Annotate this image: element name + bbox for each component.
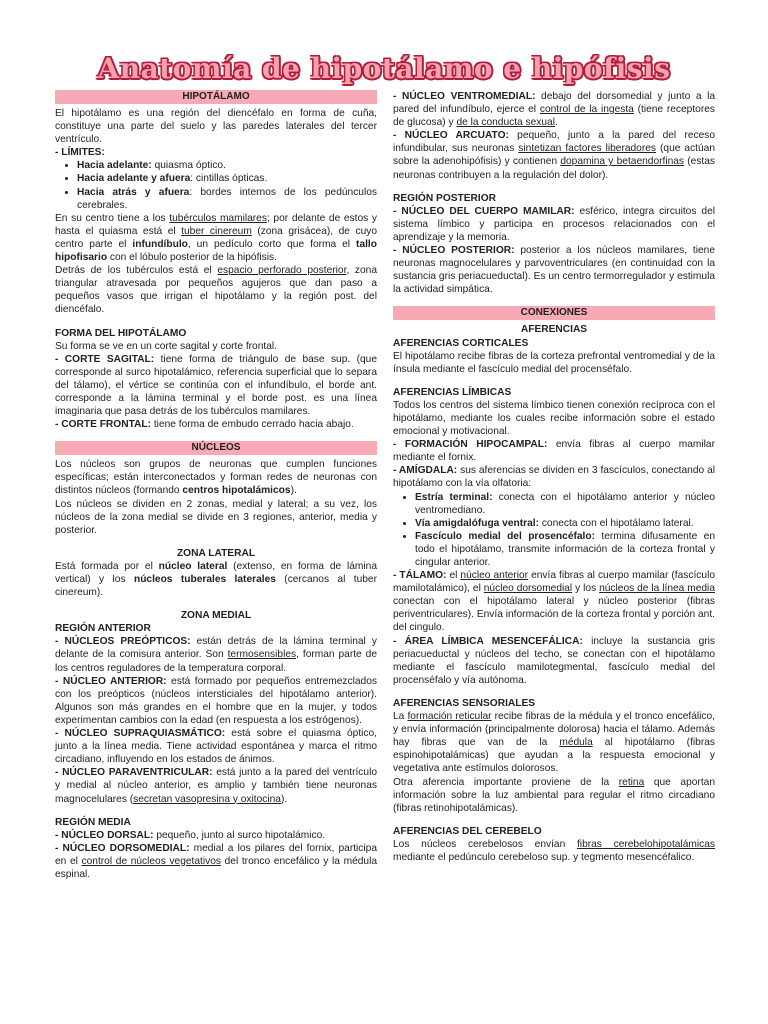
dorsal-paragraph: - NÚCLEO DORSAL: pequeño, junto al surco hipotalámico.	[55, 829, 326, 841]
sensoriales-paragraph-2: Otra aferencia importante proviene de la retina que aportan información sobre la luz ambiental para regular el ritmo circadiano (fibras retinohipotalámicas).	[393, 776, 715, 814]
dorsomedial-paragraph: - NÚCLEO DORSOMEDIAL: medial a los pilares del fornix, participa en el control de núcleos vegetativos del tronco encefálico y la médula espinal.	[55, 842, 377, 880]
heading-aferencias: AFERENCIAS	[520, 324, 588, 336]
amigdala-paragraph: - AMÍGDALA: sus aferencias se dividen en 3 fascículos, conectando al hipotálamo con la vía olfatoria:	[393, 465, 715, 490]
anterior-paragraph: - NÚCLEO ANTERIOR: está formado por pequeños entremezclados con los preópticos (núcleos intersticiales del hipotálamo anterior). Algunos son más grandes en el hombre que en la mujer, y todos experimentan cambios con la edad (en respuesta a los estrógenos).	[55, 675, 377, 726]
heading-zona-lateral: ZONA LATERAL	[176, 547, 256, 559]
lateral-paragraph: Está formada por el núcleo lateral (extenso, en forma de lámina vertical) y los núcleos tuberales laterales (cercanos al tuber cinereum).	[55, 560, 377, 599]
limbicas-paragraph: Todos los centros del sistema límbico tienen conexión recíproca con el hipotálamo, mediante los cuales recibe información sobre el estado emocional y motivacional.	[393, 399, 715, 438]
nucleos-paragraph-1: Los núcleos son grupos de neuronas que cumplen funciones específicas; están interconectados y forman redes de neuronas con distintos núcleos (formando centros hipotalámicos).	[55, 459, 377, 497]
arcuato-paragraph: - NÚCLEO ARCUATO: pequeño, junto a la pared del receso infundibular, sus neuronas sintetizan factores liberadores (que actúan sobre la adenohipófisis) y contienen dopamina y betaendorfinas (estas neuronas contribuyen a la regulación del dolor).	[393, 130, 716, 181]
corticales-paragraph: El hipotálamo recibe fibras de la corteza prefrontal ventromedial y de la ínsula mediante el fascículo medial del procenséfalo.	[393, 350, 715, 375]
cerebelo-paragraph: Los núcleos cerebelosos envían fibras cerebelohipotalámicas mediante el pedúnculo cerebeloso sup. y tegmento mesencéfalico.	[393, 838, 715, 863]
heading-corticales: AFERENCIAS CORTICALES	[393, 337, 529, 349]
detras-paragraph: Detrás de los tubérculos está el espacio perforado posterior, zona triangular atravesada por pequeños agujeros que dan paso a pequeños vasos que irrigan el hipotálamo y la región post. del diencéfalo.	[55, 265, 377, 316]
heading-region-media: REGIÓN MEDIA	[55, 816, 131, 828]
talamo-paragraph: - TÁLAMO: el núcleo anterior envía fibras al cuerpo mamilar (fascículo mamilotalámico), el núcleo dorsomedial y los núcleos de la línea media conectan con el hipotálamo lateral y núcleo posterior (fibras periventriculares). Envía información de la corteza frontal y porción ant. del cingulo.	[393, 570, 716, 634]
hipocampal-paragraph: - FORMACIÓN HIPOCAMPAL: envía fibras al cuerpo mamilar mediante el fornix.	[393, 439, 715, 464]
page-title: Anatomía de hipotálamo e hipófisis	[97, 52, 671, 85]
heading-limbicas: AFERENCIAS LÍMBICAS	[393, 386, 512, 398]
amigdala-list	[393, 491, 715, 570]
limites-label: - LÍMITES:	[55, 147, 105, 159]
list-item: • Estría terminal: conecta con el hipotálamo anterior y núcleo ventromediano.	[415, 491, 715, 517]
heading-region-posterior: REGIÓN POSTERIOR	[393, 192, 497, 204]
sensoriales-paragraph-1: La formación reticular recibe fibras de la médula y el tronco encefálico, y envía información (principalmente dolorosa) hacia el tálamo. Además hay fibras que van de la médula al hipotálamo (fibras espinohipotalámicas) que ayudan a la respuesta emocional y vegetativa ante estímulos dolorosos.	[393, 711, 715, 775]
list-item: • Vía amigdalófuga ventral: conecta con el hipotálamo lateral.	[415, 517, 715, 530]
preopticos-paragraph: - NÚCLEOS PREÓPTICOS: están detrás de la lámina terminal y delante de la comisura anterior. Son termosensibles, forman parte de los centros reguladores de la temperatura corporal.	[55, 636, 377, 674]
list-item: • Hacia atrás y afuera: bordes internos de los pedúnculos cerebrales.	[77, 186, 377, 212]
left-column	[55, 90, 377, 881]
right-column	[393, 90, 715, 864]
section-bar-conexiones: CONEXIONES	[393, 306, 715, 320]
heading-cerebelo: AFERENCIAS DEL CEREBELO	[393, 825, 542, 837]
posterior-paragraph: - NÚCLEO POSTERIOR: posterior a los núcleos mamilares, tiene neuronas magnocelulares y parvoventriculares (en continuidad con la sustancia gris periacueductal). Es un centro termorregulador y estimula la actividad simpática.	[393, 245, 715, 296]
list-item: • Hacia adelante: quiasma óptico.	[77, 159, 377, 172]
heading-sensoriales: AFERENCIAS SENSORIALES	[393, 697, 536, 709]
forma-paragraph: Su forma se ve en un corte sagital y corte frontal.	[55, 340, 277, 352]
section-bar-nucleos: NÚCLEOS	[55, 441, 377, 455]
list-item: • Fascículo medial del prosencéfalo: termina difusamente en todo el hipotálamo, transmite información de la corteza frontal y cingular anterior.	[415, 530, 715, 569]
supraquiasmatico-paragraph: - NÚCLEO SUPRAQUIASMÁTICO: está sobre el quiasma óptico, junto a la línea media. Tiene actividad espontánea y marca el ritmo circadiano, influyendo en los estados de ánimos.	[55, 728, 378, 766]
mamilar-paragraph: - NÚCLEO DEL CUERPO MAMILAR: esférico, integra circuitos del sistema límbico y participa en procesos relacionados con el aprendizaje y la memoria.	[393, 205, 715, 243]
frontal-paragraph: - CORTE FRONTAL: tiene forma de embudo cerrado hacia abajo.	[55, 419, 354, 431]
paraventricular-paragraph: - NÚCLEO PARAVENTRICULAR: está junto a la pared del ventrículo y medial al núcleo anterior, es amplio y también tiene neuronas magnocelulares (secretan vasopresina y oxitocina).	[55, 767, 377, 805]
mesencefalica-paragraph: - ÁREA LÍMBICA MESENCEFÁLICA: incluye la sustancia gris periacueductal y núcleos del techo, se conectan con el hipotálamo mediante el fascículo mamilotegmental, fascículo medial del procenséfalo y vía autónoma.	[393, 635, 715, 686]
heading-region-anterior: REGIÓN ANTERIOR	[55, 623, 151, 635]
heading-forma: FORMA DEL HIPOTÁLAMO	[55, 327, 187, 339]
intro-paragraph: El hipotálamo es una región del diencéfalo en forma de cuña, constituye una parte del suelo y las paredes laterales del tercer ventrículo.	[55, 108, 377, 146]
sagital-paragraph: - CORTE SAGITAL: tiene forma de triángulo de base sup. (que corresponde al surco hipotalámico, referencia superficial que lo separa del tálamo), el vértice se continúa con el infundíbulo, el borde ant. corresponde a la lámina terminal y el borde post. es una línea imaginaria que pasa detrás de los tubérculos mamilares.	[55, 353, 377, 418]
section-bar-hipotalamo: HIPOTÁLAMO	[55, 90, 377, 104]
ventromedial-paragraph: - NÚCLEO VENTROMEDIAL: debajo del dorsomedial y junto a la pared del infundíbulo, ejerce el control de la ingesta (tiene receptores de glucosa) y de la conducta sexual.	[393, 91, 715, 129]
centro-paragraph: En su centro tiene a los tubérculos mamilares; por delante de estos y hasta el quiasma está el tuber cinereum (zona grisácea), de cuyo centro parte el infundíbulo, un pedículo corto que forma el tallo hipofisario con el lóbulo posterior de la hipófisis.	[55, 212, 377, 264]
list-item: • Hacia adelante y afuera: cintillas ópticas.	[77, 172, 377, 185]
limites-list	[55, 159, 377, 211]
heading-zona-medial: ZONA MEDIAL	[180, 610, 252, 622]
nucleos-paragraph-2: Los núcleos se dividen en 2 zonas, medial y lateral; a su vez, los núcleos de la zona medial se divide en 3 regiones, anterior, media y posterior.	[55, 498, 377, 536]
